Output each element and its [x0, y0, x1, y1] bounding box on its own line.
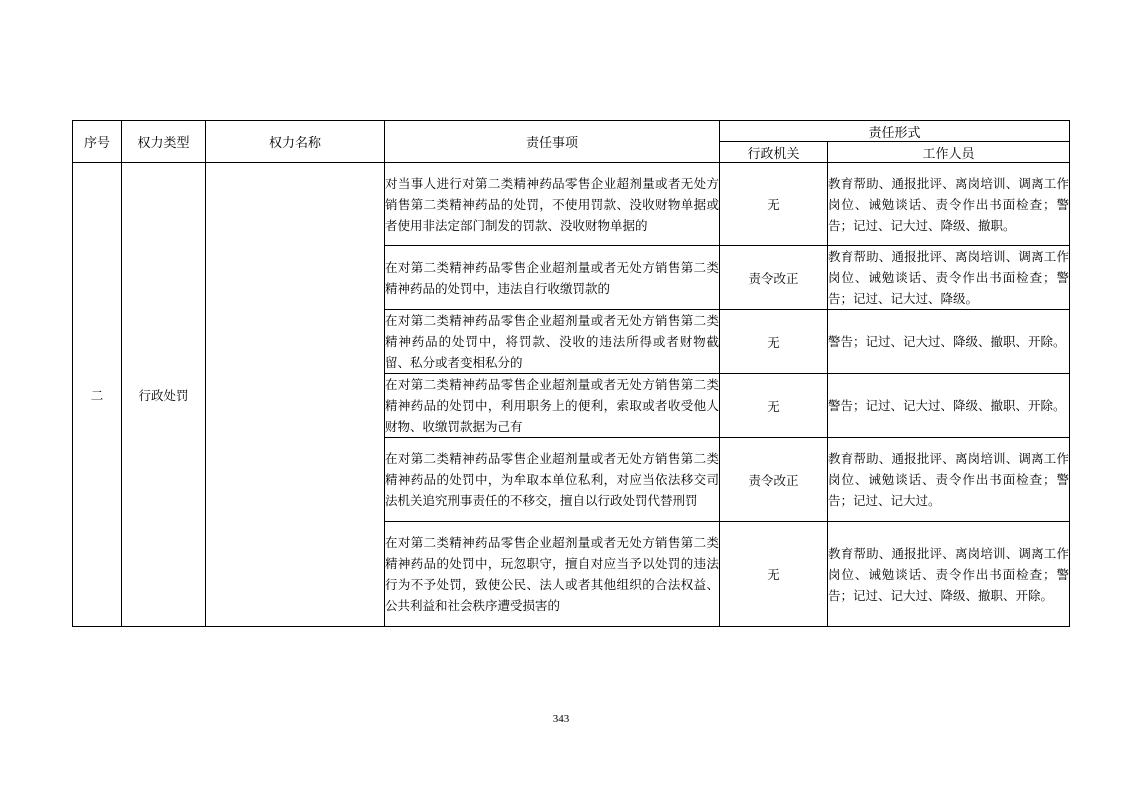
staff-form: 教育帮助、通报批评、离岗培训、调离工作岗位、诫勉谈话、责令作出书面检查；警告；记过、记大过、降级、撤职、开除。 [828, 522, 1070, 627]
responsibility-matter: 在对第二类精神药品零售企业超剂量或者无处方销售第二类精神药品的处罚中，为牟取本单位私利，对应当依法移交司法机关追究刑事责任的不移交，擅自以行政处罚代替刑罚 [385, 438, 720, 522]
staff-form: 教育帮助、通报批评、离岗培训、调离工作岗位、诫勉谈话、责令作出书面检查；警告；记过、记大过、降级、撤职。 [828, 163, 1070, 246]
header-power-name: 权力名称 [206, 121, 385, 163]
staff-form: 教育帮助、通报批评、离岗培训、调离工作岗位、诫勉谈话、责令作出书面检查；警告；记过、记大过。 [828, 438, 1070, 522]
staff-form: 警告；记过、记大过、降级、撤职、开除。 [828, 310, 1070, 374]
responsibility-matter: 在对第二类精神药品零售企业超剂量或者无处方销售第二类精神药品的处罚中，玩忽职守，擅自对应当予以处罚的违法行为不予处罚，致使公民、法人或者其他组织的合法权益、公共利益和社会秩序遭受损害的 [385, 522, 720, 627]
group-power-name [206, 163, 385, 627]
page-number: 343 [552, 713, 570, 725]
admin-org-form: 无 [720, 163, 828, 246]
admin-org-form: 责令改正 [720, 246, 828, 310]
admin-org-form: 无 [720, 522, 828, 627]
header-power-type: 权力类型 [122, 121, 206, 163]
group-power-type: 行政处罚 [122, 163, 206, 627]
header-responsibility: 责任事项 [385, 121, 720, 163]
responsibility-matter: 在对第二类精神药品零售企业超剂量或者无处方销售第二类精神药品的处罚中，将罚款、没收的违法所得或者财物截留、私分或者变相私分的 [385, 310, 720, 374]
admin-org-form: 责令改正 [720, 438, 828, 522]
table-row [73, 163, 1070, 246]
staff-form: 警告；记过、记大过、降级、撤职、开除。 [828, 374, 1070, 438]
header-seq: 序号 [73, 121, 122, 163]
admin-org-form: 无 [720, 310, 828, 374]
header-staff: 工作人员 [828, 142, 1070, 163]
staff-form: 教育帮助、通报批评、离岗培训、调离工作岗位、诫勉谈话、责令作出书面检查；警告；记过、记大过、降级。 [828, 246, 1070, 310]
group-seq: 二 [73, 163, 122, 627]
responsibility-matter: 在对第二类精神药品零售企业超剂量或者无处方销售第二类精神药品的处罚中，利用职务上的便利，索取或者收受他人财物、收缴罚款据为己有 [385, 374, 720, 438]
header-admin-org: 行政机关 [720, 142, 828, 163]
admin-org-form: 无 [720, 374, 828, 438]
responsibility-table [72, 120, 1070, 627]
responsibility-matter: 对当事人进行对第二类精神药品零售企业超剂量或者无处方销售第二类精神药品的处罚，不使用罚款、没收财物单据或者使用非法定部门制发的罚款、没收财物单据的 [385, 163, 720, 246]
responsibility-matter: 在对第二类精神药品零售企业超剂量或者无处方销售第二类精神药品的处罚中，违法自行收缴罚款的 [385, 246, 720, 310]
header-resp-form: 责任形式 [720, 121, 1070, 142]
